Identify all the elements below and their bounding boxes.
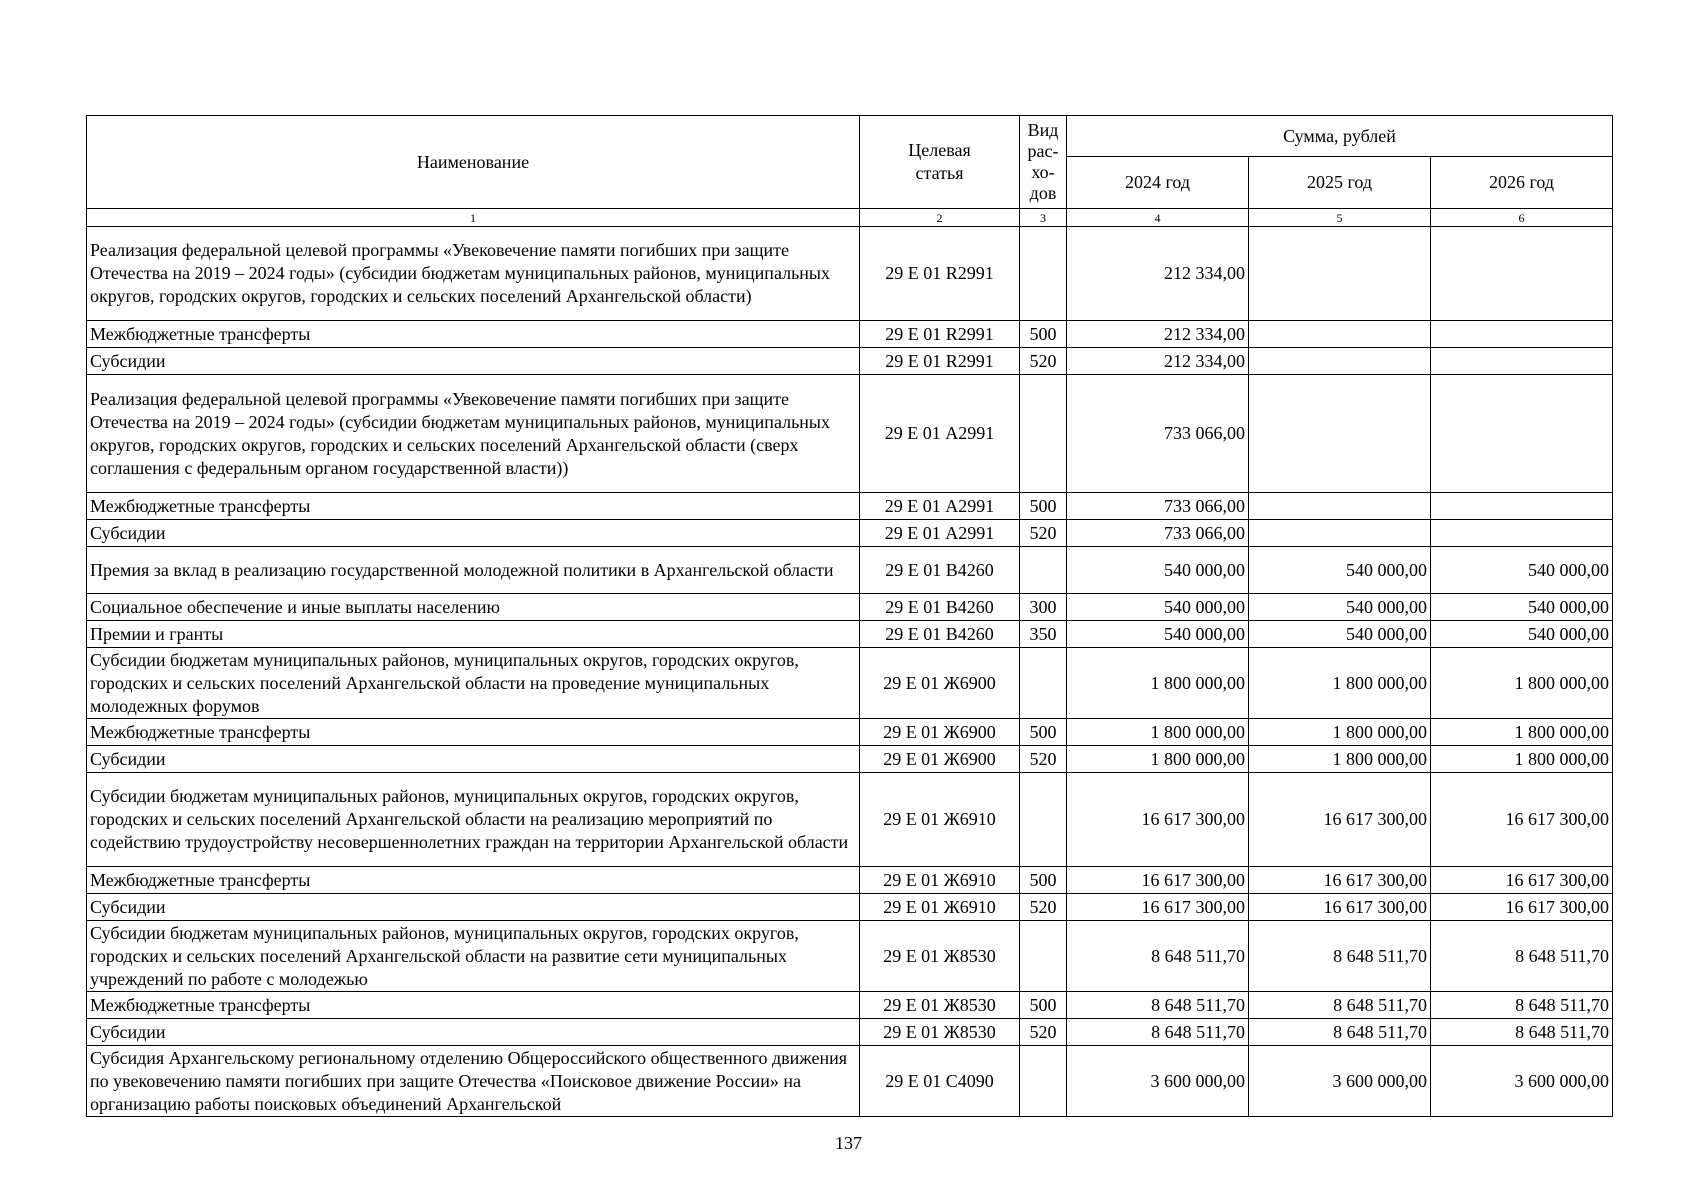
row-amount-2026	[1431, 321, 1613, 348]
row-amount-2025: 8 648 511,70	[1249, 992, 1431, 1019]
row-target-article: 29 Е 01 А2991	[860, 493, 1020, 520]
row-name: Премии и гранты	[87, 621, 860, 648]
row-expense-kind: 520	[1020, 520, 1067, 547]
row-amount-2025	[1249, 348, 1431, 375]
row-amount-2025	[1249, 321, 1431, 348]
row-amount-2024: 733 066,00	[1067, 520, 1249, 547]
row-name: Межбюджетные трансферты	[87, 321, 860, 348]
table-row	[87, 719, 1613, 746]
table-row	[87, 867, 1613, 894]
row-amount-2025: 540 000,00	[1249, 547, 1431, 594]
row-name: Межбюджетные трансферты	[87, 992, 860, 1019]
row-expense-kind: 520	[1020, 1019, 1067, 1046]
row-amount-2025: 540 000,00	[1249, 594, 1431, 621]
row-amount-2024: 540 000,00	[1067, 547, 1249, 594]
row-expense-kind	[1020, 648, 1067, 719]
header-year-2025: 2025 год	[1249, 157, 1431, 209]
row-name: Межбюджетные трансферты	[87, 719, 860, 746]
table-row	[87, 746, 1613, 773]
row-target-article: 29 Е 01 Ж8530	[860, 992, 1020, 1019]
row-amount-2025: 16 617 300,00	[1249, 867, 1431, 894]
row-amount-2024: 1 800 000,00	[1067, 719, 1249, 746]
header-kind: Вид рас-хо-дов	[1020, 116, 1067, 209]
row-amount-2024: 540 000,00	[1067, 621, 1249, 648]
row-amount-2026: 3 600 000,00	[1431, 1046, 1613, 1117]
row-amount-2026: 16 617 300,00	[1431, 773, 1613, 867]
row-amount-2026: 16 617 300,00	[1431, 867, 1613, 894]
row-target-article: 29 Е 01 R2991	[860, 227, 1020, 321]
table-row	[87, 227, 1613, 321]
row-expense-kind	[1020, 1046, 1067, 1117]
row-expense-kind: 350	[1020, 621, 1067, 648]
row-expense-kind	[1020, 773, 1067, 867]
table-row	[87, 648, 1613, 719]
row-expense-kind: 500	[1020, 992, 1067, 1019]
row-name: Премия за вклад в реализацию государственной молодежной политики в Архангельской области	[87, 547, 860, 594]
row-target-article: 29 Е 01 R2991	[860, 321, 1020, 348]
row-amount-2025	[1249, 493, 1431, 520]
column-index-1: 1	[87, 209, 860, 227]
row-name: Субсидии	[87, 520, 860, 547]
row-amount-2024: 733 066,00	[1067, 375, 1249, 493]
row-target-article: 29 Е 01 Ж6900	[860, 719, 1020, 746]
table-row	[87, 773, 1613, 867]
header-name: Наименование	[87, 116, 860, 209]
row-target-article: 29 Е 01 А2991	[860, 375, 1020, 493]
budget-table	[86, 115, 1613, 1117]
row-amount-2026	[1431, 375, 1613, 493]
column-index-4: 4	[1067, 209, 1249, 227]
table-row	[87, 375, 1613, 493]
row-name: Субсидии бюджетам муниципальных районов, муниципальных округов, городских округов, городских и сельских поселений Архангельской области на проведение муниципальных молодежных форумов	[87, 648, 860, 719]
row-amount-2024: 1 800 000,00	[1067, 648, 1249, 719]
row-name: Субсидии	[87, 746, 860, 773]
row-amount-2025: 3 600 000,00	[1249, 1046, 1431, 1117]
row-expense-kind: 520	[1020, 746, 1067, 773]
row-target-article: 29 Е 01 R2991	[860, 348, 1020, 375]
row-amount-2026: 1 800 000,00	[1431, 719, 1613, 746]
row-name: Субсидии бюджетам муниципальных районов, муниципальных округов, городских округов, городских и сельских поселений Архангельской области на реализацию мероприятий по содействию трудоустройству несовершеннолетних граждан на территории Архангельской области	[87, 773, 860, 867]
row-amount-2026: 540 000,00	[1431, 547, 1613, 594]
row-amount-2024: 16 617 300,00	[1067, 773, 1249, 867]
row-target-article: 29 Е 01 Ж8530	[860, 921, 1020, 992]
row-target-article: 29 Е 01 В4260	[860, 621, 1020, 648]
table-row	[87, 992, 1613, 1019]
row-amount-2024: 16 617 300,00	[1067, 867, 1249, 894]
row-target-article: 29 Е 01 Ж6900	[860, 746, 1020, 773]
row-amount-2024: 3 600 000,00	[1067, 1046, 1249, 1117]
row-amount-2026	[1431, 348, 1613, 375]
row-amount-2025: 540 000,00	[1249, 621, 1431, 648]
row-amount-2025	[1249, 520, 1431, 547]
row-amount-2025: 16 617 300,00	[1249, 773, 1431, 867]
table-row	[87, 547, 1613, 594]
header-year-2024: 2024 год	[1067, 157, 1249, 209]
row-amount-2026: 1 800 000,00	[1431, 648, 1613, 719]
row-name: Субсидии	[87, 894, 860, 921]
row-amount-2024: 1 800 000,00	[1067, 746, 1249, 773]
page-number: 137	[835, 1133, 862, 1153]
row-amount-2025: 1 800 000,00	[1249, 746, 1431, 773]
table-row	[87, 921, 1613, 992]
row-amount-2026: 8 648 511,70	[1431, 921, 1613, 992]
row-target-article: 29 Е 01 Ж6910	[860, 773, 1020, 867]
table-row	[87, 348, 1613, 375]
column-index-3: 3	[1020, 209, 1067, 227]
row-amount-2024: 8 648 511,70	[1067, 921, 1249, 992]
row-target-article: 29 Е 01 Ж6910	[860, 867, 1020, 894]
row-amount-2024: 212 334,00	[1067, 321, 1249, 348]
row-amount-2024: 16 617 300,00	[1067, 894, 1249, 921]
row-target-article: 29 Е 01 Ж8530	[860, 1019, 1020, 1046]
row-amount-2024: 540 000,00	[1067, 594, 1249, 621]
header-sum: Сумма, рублей	[1067, 116, 1613, 157]
row-expense-kind: 520	[1020, 894, 1067, 921]
budget-table-sheet	[86, 115, 1612, 1117]
row-expense-kind	[1020, 227, 1067, 321]
row-expense-kind: 500	[1020, 719, 1067, 746]
row-expense-kind	[1020, 547, 1067, 594]
row-name: Субсидии	[87, 1019, 860, 1046]
row-name: Межбюджетные трансферты	[87, 867, 860, 894]
row-target-article: 29 Е 01 С4090	[860, 1046, 1020, 1117]
table-row	[87, 321, 1613, 348]
row-target-article: 29 Е 01 В4260	[860, 547, 1020, 594]
row-name: Субсидия Архангельскому региональному отделению Общероссийского общественного движения по увековечению памяти погибших при защите Отечества «Поисковое движение России» на организацию работы поисковых объединений Архангельской	[87, 1046, 860, 1117]
row-expense-kind	[1020, 375, 1067, 493]
row-expense-kind: 300	[1020, 594, 1067, 621]
row-expense-kind: 500	[1020, 493, 1067, 520]
row-amount-2025: 8 648 511,70	[1249, 1019, 1431, 1046]
row-amount-2025: 16 617 300,00	[1249, 894, 1431, 921]
table-row	[87, 520, 1613, 547]
row-expense-kind	[1020, 921, 1067, 992]
row-amount-2024: 212 334,00	[1067, 227, 1249, 321]
table-row	[87, 894, 1613, 921]
row-amount-2025: 1 800 000,00	[1249, 719, 1431, 746]
column-index-2: 2	[860, 209, 1020, 227]
row-amount-2025	[1249, 227, 1431, 321]
column-index-6: 6	[1431, 209, 1613, 227]
row-amount-2025	[1249, 375, 1431, 493]
row-amount-2026: 540 000,00	[1431, 621, 1613, 648]
header-year-2026: 2026 год	[1431, 157, 1613, 209]
row-name: Субсидии	[87, 348, 860, 375]
row-expense-kind: 520	[1020, 348, 1067, 375]
table-row	[87, 1019, 1613, 1046]
row-target-article: 29 Е 01 А2991	[860, 520, 1020, 547]
row-amount-2026: 1 800 000,00	[1431, 746, 1613, 773]
row-amount-2026	[1431, 227, 1613, 321]
row-amount-2024: 733 066,00	[1067, 493, 1249, 520]
row-amount-2026	[1431, 493, 1613, 520]
table-row	[87, 493, 1613, 520]
row-amount-2026: 8 648 511,70	[1431, 1019, 1613, 1046]
row-expense-kind: 500	[1020, 867, 1067, 894]
row-amount-2026: 540 000,00	[1431, 594, 1613, 621]
row-amount-2025: 1 800 000,00	[1249, 648, 1431, 719]
row-amount-2024: 212 334,00	[1067, 348, 1249, 375]
table-row	[87, 621, 1613, 648]
row-amount-2026: 8 648 511,70	[1431, 992, 1613, 1019]
row-amount-2024: 8 648 511,70	[1067, 992, 1249, 1019]
row-target-article: 29 Е 01 Ж6910	[860, 894, 1020, 921]
row-name: Реализация федеральной целевой программы «Увековечение памяти погибших при защите Отечества на 2019 – 2024 годы» (субсидии бюджетам муниципальных районов, муниципальных округов, городских округов, городских и сельских поселений Архангельской области (сверх соглашения с федеральным органом государственной власти))	[87, 375, 860, 493]
row-expense-kind: 500	[1020, 321, 1067, 348]
row-name: Межбюджетные трансферты	[87, 493, 860, 520]
table-row	[87, 594, 1613, 621]
row-amount-2024: 8 648 511,70	[1067, 1019, 1249, 1046]
row-amount-2025: 8 648 511,70	[1249, 921, 1431, 992]
row-target-article: 29 Е 01 Ж6900	[860, 648, 1020, 719]
header-article: Целевая статья	[860, 116, 1020, 209]
table-row	[87, 1046, 1613, 1117]
row-amount-2026: 16 617 300,00	[1431, 894, 1613, 921]
column-index-5: 5	[1249, 209, 1431, 227]
row-amount-2026	[1431, 520, 1613, 547]
row-name: Субсидии бюджетам муниципальных районов, муниципальных округов, городских округов, городских и сельских поселений Архангельской области на развитие сети муниципальных учреждений по работе с молодежью	[87, 921, 860, 992]
row-name: Социальное обеспечение и иные выплаты населению	[87, 594, 860, 621]
row-name: Реализация федеральной целевой программы «Увековечение памяти погибших при защите Отечества на 2019 – 2024 годы» (субсидии бюджетам муниципальных районов, муниципальных округов, городских округов, городских и сельских поселений Архангельской области)	[87, 227, 860, 321]
row-target-article: 29 Е 01 В4260	[860, 594, 1020, 621]
